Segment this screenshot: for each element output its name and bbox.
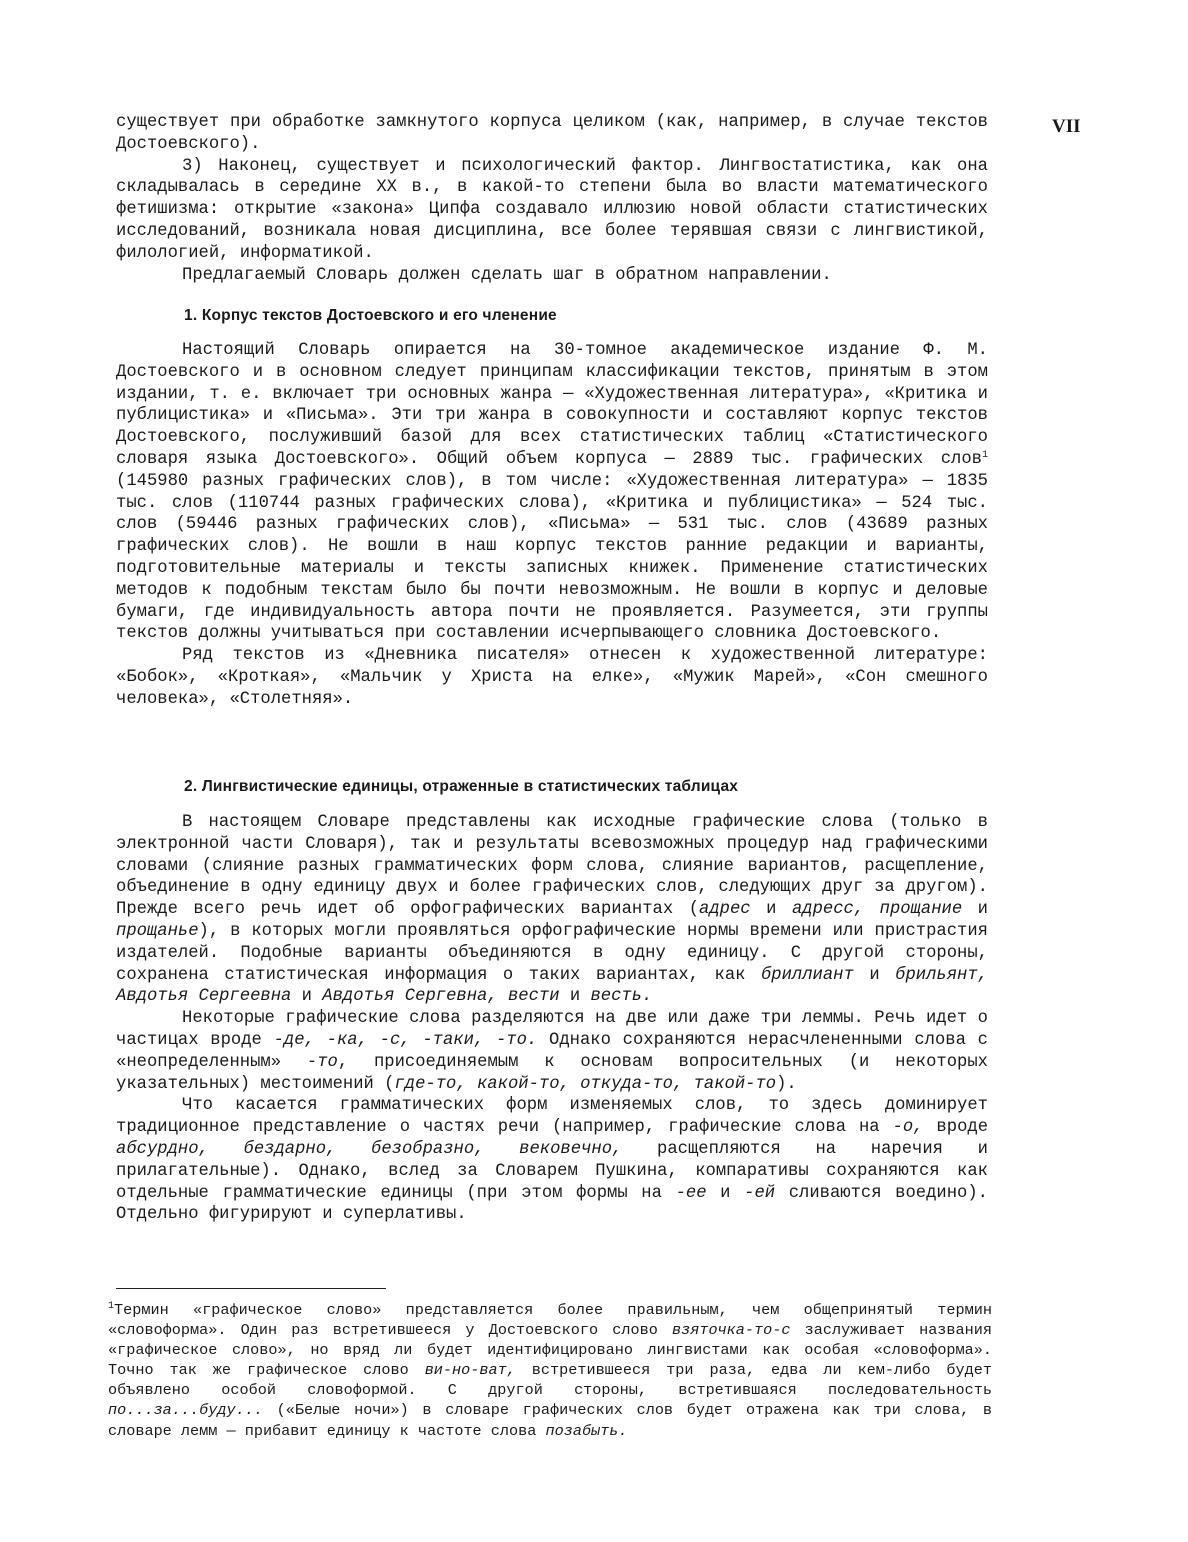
italic-run: брильянт, Авдотья Сергеевна [116,965,988,1007]
paragraph: существует при обработке замкнутого корпуса целиком (как, например, в случае текстов Достоевского). [116,113,988,154]
text-run: и [750,900,792,920]
italic-run: -де, -ка, -с, -таки, -то. [273,1030,538,1050]
section-2-body [116,812,988,1226]
italic-run: где-то, какой-то, откуда-то, такой-то [394,1074,777,1094]
text-run: Настоящий Словарь опирается на 30-томное академическое издание Ф. М. Достоевского и в основном следует принципам классификации текстов, принятым в этом издании, т. е. включает три основных жанра — «Художественная литература», «Критика и публицистика» и «Письма». Эти три жанра в совокупности и составляют корпус текстов Достоевского, послуживший базой для всех статистических таблиц «Статистического словаря языка Достоевского». Общий объем корпуса — 2889 тыс. графических слов [116,341,988,469]
intro-block [116,112,988,286]
italic-run: взяточка-то-с [672,1321,791,1340]
section-heading-1: 1. Корпус текстов Достоевского и его членение [184,307,557,324]
paragraph [116,812,988,1008]
italic-run: -ей [744,1183,776,1203]
italic-run: -ее [675,1183,707,1203]
text-run: («Белые ночи») в словаре графических слов будет отражена как три слова, в словаре лемм — прибавит единицу к частоте слова [108,1401,992,1440]
text-run: заслуживает названия «графическое слово», но вряд ли будет идентифицировано лингвистами как особая «словоформа». Точно так же графическое слово [108,1321,992,1380]
paragraph [116,340,988,645]
italic-run: -то [306,1052,338,1072]
text-run: и [706,1183,745,1203]
paragraph: Ряд текстов из «Дневника писателя» отнесен к художественной литературе: «Бобок», «Кроткая», «Мальчик у Христа на елке», «Мужик Марей», «Сон смешного человека», «Столетняя». [116,646,988,709]
footnote [108,1300,992,1441]
text-run: (145980 разных графических слов), в том числе: «Художественная литература» — 1835 тыс. слов (110744 разных графических слова), «Критика и публицистика» — 524 тыс. слов (59446 разных графических слов), «Письма» — 531 тыс. слов (43689 разных графических слов). Не вошли в наш корпус текстов ранние редакции и варианты, подготовительные материалы и тексты записных книжек. Применение статистических методов к подобным текстам было бы почти невозможным. Не вошли в корпус и деловые бумаги, где индивидуальность автора почти не проявляется. Разумеется, эти группы текстов должны учитываться при составлении исчерпывающего словника Достоевского. [116,471,988,644]
italic-run: адресс, прощание [791,900,963,920]
italic-run: ви-но-ват, [424,1361,516,1380]
text-run: и [291,987,323,1007]
paragraph: Предлагаемый Словарь должен сделать шаг в обратном направлении. [182,265,832,285]
italic-run: абсурдно, бездарно, безобразно, вековечно, [116,1139,623,1159]
italic-run: адрес [699,900,751,920]
italic-run: прощанье [116,921,199,941]
italic-run: -о, [892,1118,924,1138]
text-run: Некоторые графические слова разделяются на две или даже три леммы. Речь идет о частицах вроде [116,1009,988,1050]
text-run: , присоединяемым к основам вопросительных (и некоторых указательных) местоимений ( [116,1052,988,1094]
text-run: В настоящем Словаре представлены как исходные графические слова (только в электронной части Словаря), так и результаты всевозможных процедур над графическими словами (слияние разных грамматических форм слова, слияние вариантов, расщепление, объединение в одну единицу двух и более графических слов, следующих друг за другом). Прежде всего речь идет об орфографических вариантах ( [116,813,988,920]
paragraph [116,1008,988,1095]
page-number: VII [1052,116,1081,137]
text-run: и [962,900,988,920]
text-run: ), в которых могли проявляться орфографические нормы времени или пристрастия издателей. Подобные варианты объединяются в одну единицу. С другой стороны, сохранена статистическая информация о таких вариантах, как [116,921,988,985]
italic-run: бриллиант [760,965,854,985]
text-run: Однако сохраняются нерасчлененными слова с «неопределенным» [116,1030,988,1072]
text-run: и [559,987,591,1007]
text-run: Термин «графическое слово» представляется более правильным, чем общепринятый термин «словоформа». Один раз встретившееся у Достоевского слово [108,1301,992,1340]
paragraph: 3) Наконец, существует и психологический фактор. Лингвостатистика, как она складывалась в середине XX в., в какой-то степени была во власти математического фетишизма: открытие «закона» Ципфа создавало иллюзию новой области статистических исследований, возникала новая дисциплина, все более терявшая связи с лингвистикой, филологией, информатикой. [116,156,988,263]
paragraph [116,1095,988,1226]
italic-run: весть. [590,987,653,1007]
text-run: расщепляются на наречия и прилагательные). Однако, вслед за Словарем Пушкина, компаративы сохраняются как отдельные грамматические единицы (при этом формы на [116,1139,988,1203]
text-run: встретившееся три раза, едва ли кем-либо будет объявлено особой словоформой. С другой стороны, встретившаяся последовательность [108,1361,992,1400]
text-run: вроде [923,1118,989,1138]
italic-run: по...за...буду... [108,1401,263,1420]
text-run: и [853,965,896,985]
italic-run: Авдотья Сергевна, вести [322,987,560,1007]
section-heading-2: 2. Лингвистические единицы, отраженные в статистических таблицах [184,778,739,795]
footnote-ref: 1 [981,449,988,461]
footnote-body [108,1301,992,1440]
section-1-body [116,340,988,711]
footnote-text [108,1300,992,1441]
footnote-divider [116,1288,386,1289]
text-run: сливаются воедино). Отдельно фигурируют и суперлативы. [116,1183,988,1225]
italic-run: позабыть. [545,1421,628,1440]
footnote-mark: 1 [108,1301,115,1312]
text-run: Что касается грамматических форм изменяемых слов, то здесь доминирует традиционное представление о частях речи (например, графические слова на [116,1096,988,1138]
text-run: ). [776,1074,797,1094]
